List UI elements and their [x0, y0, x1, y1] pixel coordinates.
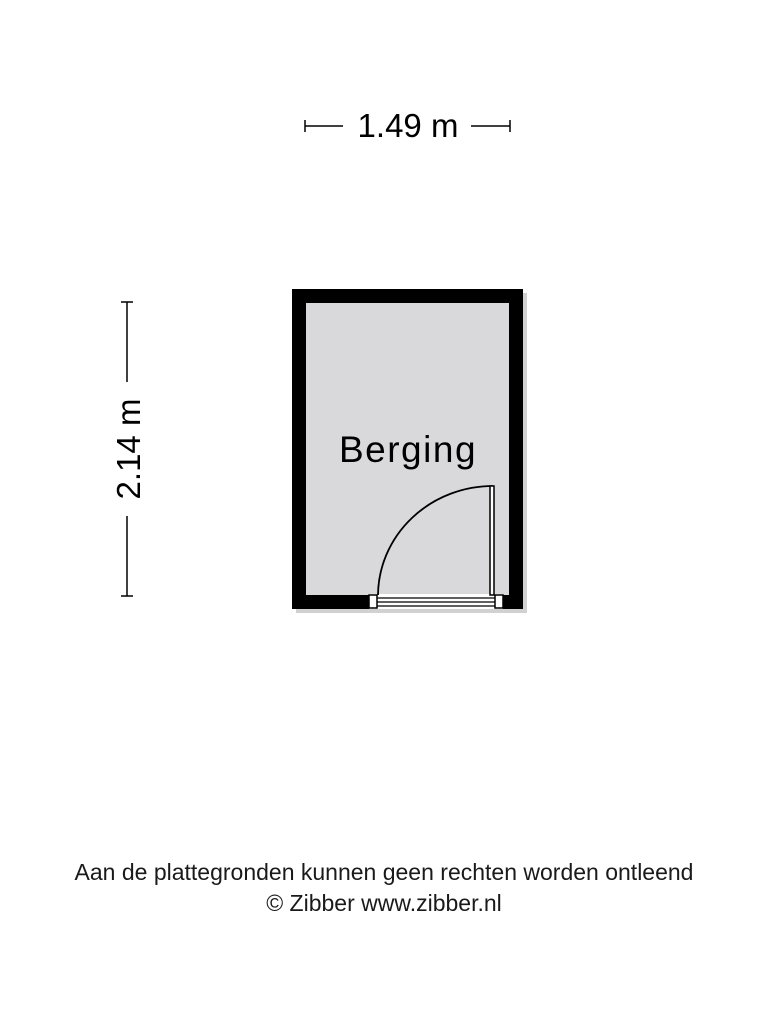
door-jamb-left — [369, 595, 377, 608]
door-leaf — [490, 486, 494, 595]
height-dimension — [110, 302, 147, 596]
room-label: Berging — [338, 429, 478, 470]
width-dimension-label: 1.49 m — [357, 107, 459, 144]
door-jamb-right — [495, 595, 503, 608]
width-dimension — [305, 107, 510, 144]
height-dimension-label: 2.14 m — [110, 398, 147, 500]
disclaimer-text: Aan de plattegronden kunnen geen rechten worden ontleend — [74, 859, 694, 885]
copyright-text: © Zibber www.zibber.nl — [266, 890, 502, 916]
